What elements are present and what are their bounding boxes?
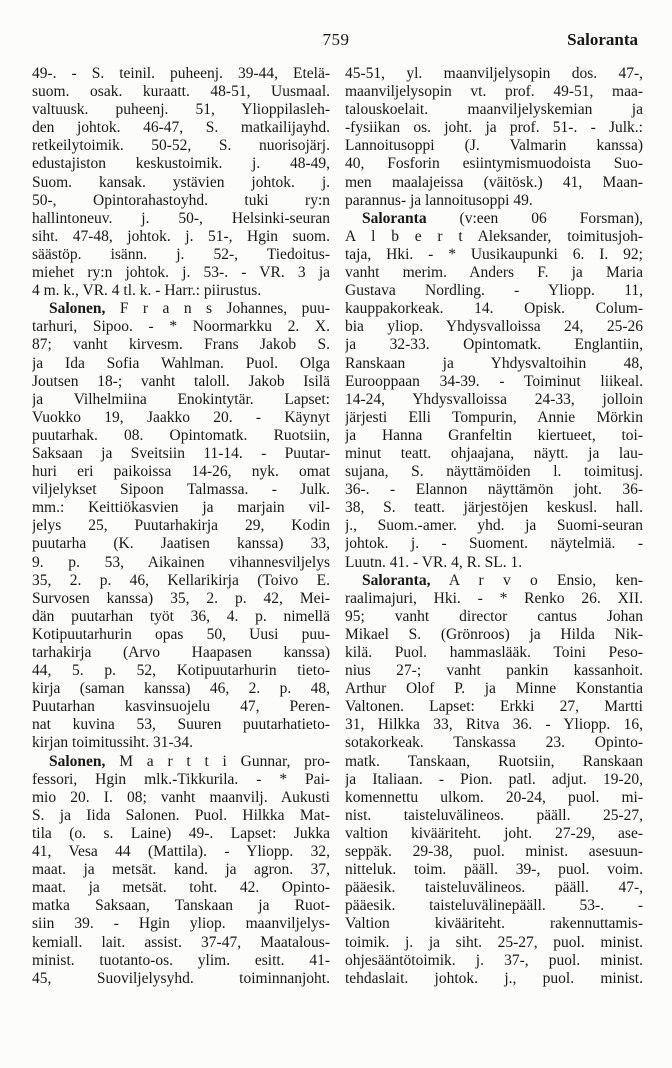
text-line: [32, 716, 330, 734]
text-line: [32, 897, 330, 915]
text-segment: tarhakirja (Arvo Haapasen kanssa): [32, 644, 330, 661]
text-line: [345, 481, 643, 499]
text-line: [32, 734, 330, 752]
text-segment: komennettu ulkom. 20-24, puol. mi-: [345, 788, 643, 806]
text-segment: fessori, Hgin mlk.-Tikkurila. - * Pai-: [32, 770, 330, 788]
text-segment: Gustava Nordling. - Yliopp. 11,: [345, 282, 643, 300]
text-segment: Vuokko 19, Jaakko 20. - Käynyt: [32, 408, 330, 426]
text-line: [32, 246, 330, 264]
text-segment: matka Saksaan, Tanskaan ja Ruot-: [32, 897, 330, 915]
text-line: [345, 915, 643, 933]
text-line: [32, 137, 330, 155]
text-segment: toimik. j. ja siht. 25-27, puol. minist.: [345, 933, 643, 951]
text-line: [32, 409, 330, 427]
text-line: [32, 192, 330, 210]
text-segment: Lannoitusoppi (J. Valmarin kanssa): [345, 137, 643, 155]
text-segment: tehdaslait. johtok. j., puol. minist.: [345, 969, 643, 987]
text-segment: kirja (saman kanssa) 46, 2. p. 48,: [32, 680, 330, 698]
text-segment: pääesik. taisteluvälinepääll. 53-. -: [345, 897, 643, 915]
text-segment: 36-. - Elannon näyttämön joht. 36-: [345, 481, 643, 499]
text-segment: 31, Hilkka 33, Ritva 36. - Yliopp. 16,: [345, 716, 643, 734]
text-segment: 45-51, yl. maanviljelysopin dos. 47-,: [345, 65, 643, 82]
text-line: [345, 409, 643, 427]
text-segment: matk. Tanskaan, Ruotsiin, Ranskaan: [345, 752, 643, 770]
text-segment: j., Suom.-amer. yhd. ja Suomi-seuran: [345, 517, 643, 535]
text-line: [345, 897, 643, 915]
text-line: [345, 65, 643, 83]
text-line: [345, 517, 643, 535]
text-segment: hallintoneuv. j. 50-, Helsinki-seuran: [32, 209, 330, 227]
text-segment: 49-. - S. teinil. puheenj. 39-44, Etelä-: [32, 65, 330, 82]
text-line: [32, 119, 330, 137]
column-right: [345, 65, 643, 988]
text-line: [345, 698, 643, 716]
header-keyword: Saloranta: [567, 30, 638, 49]
text-segment: säästöp. isänn. j. 52-, Tiedoitus-: [32, 245, 330, 263]
text-line: [345, 734, 643, 752]
text-line: [32, 626, 330, 644]
text-segment: (v:een 06 Forsman),: [426, 209, 643, 227]
text-segment: A r v o Ensio, ken-: [430, 571, 643, 589]
text-line: [345, 825, 643, 843]
text-segment: Puutarhan kasvinsuojelu 47, Peren-: [32, 698, 330, 716]
text-line: [32, 644, 330, 662]
text-segment: kauppakorkeak. 14. Opisk. Colum-: [345, 300, 643, 318]
text-line: [32, 789, 330, 807]
text-segment: sotakorkeak. Tanskassa 23. Opinto-: [345, 734, 643, 752]
text-line: [345, 155, 643, 173]
text-line: [345, 662, 643, 680]
text-segment: ohjesääntötoimik. j. 37-, puol. minist.: [345, 951, 643, 969]
text-line: [32, 499, 330, 517]
text-line: [345, 282, 643, 300]
text-line: [32, 336, 330, 354]
text-segment: A l b e r t Aleksander, toimitusjoh-: [345, 227, 643, 245]
text-segment: kilä. Puol. hammaslääk. Toini Peso-: [345, 644, 643, 661]
text-line: [345, 137, 643, 155]
text-line: [32, 861, 330, 879]
text-line: [32, 915, 330, 933]
text-line: [32, 662, 330, 680]
text-segment: S. ja Iida Salonen. Puol. Hilkka Mat-: [32, 806, 330, 824]
text-segment: johtok. j. - Suoment. näytelmiä. -: [345, 535, 643, 553]
text-line: [345, 373, 643, 391]
text-line: [345, 192, 643, 210]
text-segment: Suom. kansak. ystävien johtok. j.: [32, 173, 330, 191]
text-line: [345, 680, 643, 698]
text-segment: kirjan toimitussiht. 31-34.: [32, 734, 194, 752]
text-segment: maanviljelysopin vt. prof. 49-51, maa-: [345, 83, 643, 101]
text-line: [32, 572, 330, 590]
text-segment: tarhuri, Sipoo. - * Noormarkku 2. X.: [32, 318, 330, 336]
text-line: [345, 83, 643, 101]
text-segment: Ranskaan ja Yhdysvaltoihin 48,: [345, 354, 643, 372]
running-head: [32, 30, 640, 52]
text-segment: 50-, Opintorahastoyhd. tuki ry:n: [32, 191, 330, 209]
text-line: [345, 771, 643, 789]
text-segment: edustajiston keskustoimik. j. 48-49,: [32, 155, 330, 173]
text-line: [32, 463, 330, 481]
text-line: [345, 644, 643, 662]
text-segment: nat kuvina 53, Suuren puutarhatieto-: [32, 716, 330, 734]
text-segment: siht. 47-48, johtok. j. 51-, Hgin suom.: [32, 227, 330, 245]
text-line: [345, 246, 643, 264]
text-segment: siin 39. - Hgin yliop. maanviljelys-: [32, 915, 330, 933]
text-columns: [32, 65, 643, 988]
text-line: [345, 264, 643, 282]
text-segment: 4 m. k., VR. 4 tl. k. - Harr.: piirustus.: [32, 282, 262, 300]
text-line: [32, 210, 330, 228]
text-segment: viljelykset Sipoon Talmassa. - Julk.: [32, 481, 330, 499]
text-segment: dän puutarhan työt 36, 4. p. nimellä: [32, 607, 330, 625]
text-line: [32, 807, 330, 825]
text-line: [32, 825, 330, 843]
text-segment: 9. p. 53, Aikainen vihannesviljelys: [32, 553, 330, 571]
text-line: [32, 481, 330, 499]
text-line: [32, 65, 330, 83]
text-line: [345, 318, 643, 336]
text-line: [345, 626, 643, 644]
text-line: [345, 789, 643, 807]
text-segment: valtion kivääriteht. joht. 27-29, ase-: [345, 824, 643, 842]
text-line: [32, 698, 330, 716]
text-line: [345, 300, 643, 318]
text-segment: Joutsen 18-; vanht taloll. Jakob Isilä: [32, 372, 330, 390]
text-segment: Saksaan ja Sveitsiin 11-14. - Puutar-: [32, 444, 330, 462]
text-segment: ja Vilhelmiina Enokintytär. Lapset:: [32, 390, 330, 408]
text-line: [32, 952, 330, 970]
text-segment: huri eri paikoissa 14-26, nyk. omat: [32, 463, 330, 481]
text-line: [32, 228, 330, 246]
text-segment: Luutn. 41. - VR. 4, R. SL. 1.: [345, 553, 523, 571]
text-segment: Kotipuutarhurin opas 50, Uusi puu-: [32, 625, 330, 643]
text-segment: 45, Suoviljelysyhd. toiminnanjoht.: [32, 969, 330, 987]
page-number: 759: [322, 30, 350, 49]
text-line: [345, 934, 643, 952]
text-line: [32, 843, 330, 861]
text-line: [345, 101, 643, 119]
text-line: [345, 608, 643, 626]
text-line: [32, 391, 330, 409]
text-line: [345, 210, 643, 228]
text-line: [345, 391, 643, 409]
text-segment: Valtion kivääriteht. rakennuttamis-: [345, 915, 643, 933]
text-line: [32, 680, 330, 698]
text-line: [32, 355, 330, 373]
text-line: [345, 445, 643, 463]
text-line: [345, 228, 643, 246]
text-segment: 35, 2. p. 46, Kellarikirja (Toivo E.: [32, 571, 330, 589]
text-line: [345, 572, 643, 590]
entry-surname: Salonen,: [49, 300, 106, 318]
text-line: [32, 590, 330, 608]
text-line: [32, 934, 330, 952]
text-line: [32, 174, 330, 192]
text-segment: nist. taisteluvälineos. pääll. 25-27,: [345, 806, 643, 824]
text-segment: 44, 5. p. 52, Kotipuutarhurin tieto-: [32, 662, 330, 680]
text-segment: ja Hanna Granfeltin kiertueet, toi-: [345, 426, 643, 444]
text-segment: parannus- ja lannoitusoppi 49.: [345, 191, 533, 209]
text-segment: talouskoelait. maanviljelyskemian ja: [345, 101, 643, 119]
text-segment: puutarhak. 08. Opintomatk. Ruotsiin,: [32, 426, 330, 444]
text-line: [32, 970, 330, 988]
text-line: [345, 753, 643, 771]
text-line: [345, 535, 643, 553]
text-line: [32, 282, 330, 300]
text-segment: Eurooppaan 34-39. - Toiminut liikeal.: [345, 372, 643, 390]
text-segment: retkeilytoimik. 50-52, S. nuorisojärj.: [32, 137, 330, 155]
text-segment: mm.: Keittiökasvien ja marjain vil-: [32, 499, 330, 517]
text-line: [32, 554, 330, 572]
text-segment: pääesik. taisteluvälineos. pääll. 47-,: [345, 879, 643, 897]
text-segment: ja Ida Sofia Wahlman. Puol. Olga: [32, 354, 330, 372]
text-line: [345, 355, 643, 373]
text-segment: minist. tuotanto-os. ylim. esitt. 41-: [32, 951, 330, 969]
text-segment: järjesti Elli Tompurin, Annie Mörkin: [345, 408, 643, 426]
text-segment: Mikael S. (Grönroos) ja Hilda Nik-: [345, 625, 643, 643]
text-line: [32, 753, 330, 771]
text-line: [32, 373, 330, 391]
text-segment: Survosen kanssa) 35, 2. p. 42, Mei-: [32, 589, 330, 607]
text-line: [32, 445, 330, 463]
text-segment: 41, Vesa 44 (Mattila). - Yliopp. 32,: [32, 843, 330, 861]
text-segment: kemiall. lait. assist. 37-47, Maatalous-: [32, 933, 330, 951]
text-segment: ja Italiaan. - Pion. patl. adjut. 19-20,: [345, 770, 643, 788]
text-line: [345, 861, 643, 879]
text-segment: 87; vanht kirvesm. Frans Jakob S.: [32, 336, 330, 354]
text-segment: puutarha (K. Jaatisen kanssa) 33,: [32, 535, 330, 553]
text-line: [345, 336, 643, 354]
entry-surname: Salonen,: [49, 752, 106, 770]
text-line: [345, 879, 643, 897]
text-line: [32, 101, 330, 119]
text-segment: nitteluk. toim. pääll. 39-, puol. voim.: [345, 861, 643, 879]
text-segment: Valtonen. Lapset: Erkki 27, Martti: [345, 698, 643, 716]
text-line: [345, 716, 643, 734]
text-line: [32, 155, 330, 173]
text-segment: bia yliop. Yhdysvalloissa 24, 25-26: [345, 318, 643, 336]
text-line: [345, 463, 643, 481]
text-line: [345, 807, 643, 825]
text-segment: sujana, S. näyttämöiden l. toimitusj.: [345, 463, 643, 481]
entry-surname: Saloranta,: [362, 571, 431, 589]
text-segment: den johtok. 46-47, S. matkailijayhd.: [32, 119, 330, 137]
text-line: [32, 264, 330, 282]
text-segment: men maalajeissa (väitösk.) 41, Maan-: [345, 173, 643, 191]
text-segment: F r a n s Johannes, puu-: [105, 300, 330, 318]
text-segment: ja 32-33. Opintomatk. Englantiin,: [345, 336, 643, 354]
text-line: [345, 174, 643, 192]
text-line: [345, 952, 643, 970]
text-segment: valtuusk. puheenj. 51, Ylioppilasleh-: [32, 101, 330, 119]
text-line: [32, 771, 330, 789]
text-segment: tila (o. s. Laine) 49-. Lapset: Jukka: [32, 824, 330, 842]
text-line: [32, 608, 330, 626]
text-line: [32, 517, 330, 535]
text-segment: suom. osak. kuraatt. 48-51, Uusmaal.: [32, 83, 330, 101]
text-line: [345, 499, 643, 517]
text-segment: raalimajuri, Hki. - * Renko 26. XII.: [345, 589, 643, 607]
column-left: [32, 65, 330, 988]
text-line: [32, 300, 330, 318]
text-segment: M a r t t i Gunnar, pro-: [105, 752, 330, 770]
text-segment: mio 20. I. 08; vanht maanvilj. Aukusti: [32, 788, 330, 806]
text-line: [345, 590, 643, 608]
text-line: [32, 879, 330, 897]
text-line: [32, 83, 330, 101]
text-segment: minut teatt. ohjaajana, näytt. ja lau-: [345, 444, 643, 462]
text-segment: miehet ry:n johtok. j. 53-. - VR. 3 ja: [32, 264, 330, 282]
text-segment: 40, Fosforin esiintymismuodoista Suo-: [345, 155, 643, 173]
text-segment: seppäk. 29-38, puol. minist. asesuun-: [345, 843, 643, 861]
text-segment: maat. ja metsät. toht. 42. Opinto-: [32, 879, 330, 897]
text-line: [345, 970, 643, 988]
text-segment: 38, S. teatt. järjestöjen keskusl. hall.: [345, 499, 643, 517]
text-line: [32, 318, 330, 336]
text-line: [345, 554, 643, 572]
text-line: [345, 119, 643, 137]
text-line: [345, 843, 643, 861]
text-line: [32, 427, 330, 445]
text-line: [32, 535, 330, 553]
text-segment: jelys 25, Puutarhakirja 29, Kodin: [32, 517, 330, 535]
text-segment: 14-24, Yhdysvalloissa 24-33, jolloin: [345, 390, 643, 408]
text-segment: vanht merim. Anders F. ja Maria: [345, 264, 643, 282]
entry-surname: Saloranta: [362, 209, 427, 227]
text-segment: 95; vanht director cantus Johan: [345, 607, 643, 625]
text-segment: taja, Hki. - * Uusikaupunki 6. I. 92;: [345, 245, 643, 263]
text-segment: Arthur Olof P. ja Minne Konstantia: [345, 680, 643, 698]
text-segment: maat. ja metsät. kand. ja agron. 37,: [32, 861, 330, 879]
text-segment: -fysiikan os. joht. ja prof. 51-. - Julk.:: [345, 119, 643, 137]
text-segment: nius 27-; vanht pankin kassanhoit.: [345, 662, 643, 680]
text-line: [345, 427, 643, 445]
